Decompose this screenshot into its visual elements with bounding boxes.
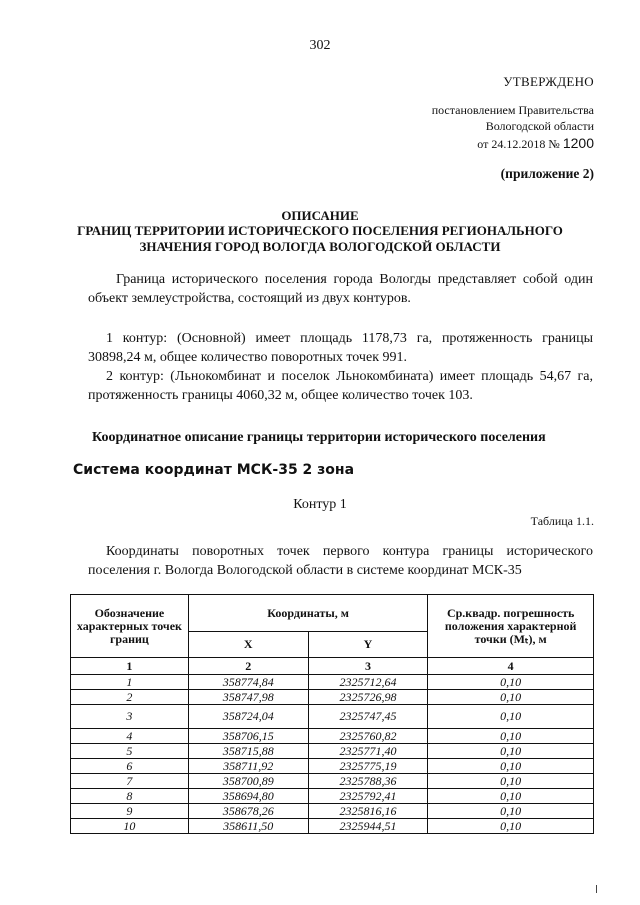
point-number: 8: [71, 789, 189, 804]
document-subtitle: ЗНАЧЕНИЯ ГОРОД ВОЛОГДА ВОЛОГОДСКОЙ ОБЛАСТИ: [139, 239, 501, 254]
document-title: ОПИСАНИЕ: [281, 208, 359, 223]
page-number: 302: [309, 38, 331, 53]
error-value: 0,10: [428, 675, 594, 690]
section-heading: Координатное описание границы территории исторического поселения: [92, 430, 546, 445]
x-coordinate: 358706,15: [188, 729, 308, 744]
coordinate-system-heading: Система координат МСК-35 2 зона: [73, 462, 355, 478]
y-coordinate: 2325775,19: [308, 759, 428, 774]
table-row: [71, 744, 594, 759]
x-coordinate: 358700,89: [188, 774, 308, 789]
column-header-y: Y: [308, 632, 428, 658]
table-row: [71, 729, 594, 744]
x-coordinate: 358715,88: [188, 744, 308, 759]
table-row: [71, 675, 594, 690]
column-number: 4: [428, 658, 594, 675]
y-coordinate: 2325712,64: [308, 675, 428, 690]
point-number: 2: [71, 690, 189, 705]
y-coordinate: 2325760,82: [308, 729, 428, 744]
decree-number: 1200: [562, 135, 594, 151]
table-label: Таблица 1.1.: [530, 514, 594, 528]
column-number: 2: [188, 658, 308, 675]
column-header-x: X: [188, 632, 308, 658]
column-header-coordinates: Координаты, м: [188, 595, 428, 632]
error-value: 0,10: [428, 759, 594, 774]
x-coordinate: 358611,50: [188, 819, 308, 834]
y-coordinate: 2325771,40: [308, 744, 428, 759]
point-number: 5: [71, 744, 189, 759]
x-coordinate: 358678,26: [188, 804, 308, 819]
point-number: 4: [71, 729, 189, 744]
column-header-point: Обозначение характерных точек границ: [71, 595, 189, 658]
error-value: 0,10: [428, 819, 594, 834]
decree-line: Вологодской области: [485, 119, 594, 133]
x-coordinate: 358694,80: [188, 789, 308, 804]
document-subtitle: ГРАНИЦ ТЕРРИТОРИИ ИСТОРИЧЕСКОГО ПОСЕЛЕНИЯ РЕГИОНАЛЬНОГО: [77, 223, 563, 238]
coordinates-table: [70, 594, 594, 834]
x-coordinate: 358774,84: [188, 675, 308, 690]
column-number: 3: [308, 658, 428, 675]
table-row: [71, 804, 594, 819]
y-coordinate: 2325788,36: [308, 774, 428, 789]
approval-stamp: УТВЕРЖДЕНО: [503, 74, 594, 89]
point-number: 9: [71, 804, 189, 819]
table-row: [71, 789, 594, 804]
y-coordinate: 2325816,16: [308, 804, 428, 819]
table-row: [71, 819, 594, 834]
y-coordinate: 2325792,41: [308, 789, 428, 804]
error-value: 0,10: [428, 690, 594, 705]
table-row: [71, 774, 594, 789]
scan-mark: [596, 885, 597, 893]
contour-title: Контур 1: [293, 497, 347, 512]
table-caption: Координаты поворотных точек первого контура границы исторического поселения г. Вологда Вологодской области в системе координат МСК-35: [88, 544, 593, 578]
table-row: [71, 759, 594, 774]
decree-date-number: [477, 135, 594, 152]
error-value: 0,10: [428, 744, 594, 759]
y-coordinate: 2325944,51: [308, 819, 428, 834]
y-coordinate: 2325726,98: [308, 690, 428, 705]
x-coordinate: 358724,04: [188, 705, 308, 729]
error-value: 0,10: [428, 789, 594, 804]
y-coordinate: 2325747,45: [308, 705, 428, 729]
x-coordinate: 358711,92: [188, 759, 308, 774]
error-value: 0,10: [428, 705, 594, 729]
decree-line: постановлением Правительства: [431, 103, 594, 117]
error-value: 0,10: [428, 729, 594, 744]
appendix-label: (приложение 2): [500, 166, 594, 181]
point-number: 10: [71, 819, 189, 834]
x-coordinate: 358747,98: [188, 690, 308, 705]
contour-2-paragraph: 2 контур: (Льнокомбинат и поселок Льнокомбината) имеет площадь 54,67 га, протяженность границы 4060,32 м, общее количество точек 103.: [88, 369, 593, 403]
intro-paragraph: Граница исторического поселения города Вологды представляет собой один объект землеустройства, состоящий из двух контуров.: [88, 272, 593, 306]
point-number: 1: [71, 675, 189, 690]
column-number: 1: [71, 658, 189, 675]
error-value: 0,10: [428, 774, 594, 789]
contour-1-paragraph: 1 контур: (Основной) имеет площадь 1178,73 га, протяженность границы 30898,24 м, общее количество поворотных точек 991.: [88, 331, 593, 365]
table-row: [71, 690, 594, 705]
point-number: 6: [71, 759, 189, 774]
decree-date: от 24.12.2018 №: [477, 137, 560, 151]
point-number: 7: [71, 774, 189, 789]
point-number: 3: [71, 705, 189, 729]
column-header-error: Ср.квадр. погрешность положения характерной точки (Mₜ), м: [428, 595, 594, 658]
error-value: 0,10: [428, 804, 594, 819]
table-row: [71, 705, 594, 729]
